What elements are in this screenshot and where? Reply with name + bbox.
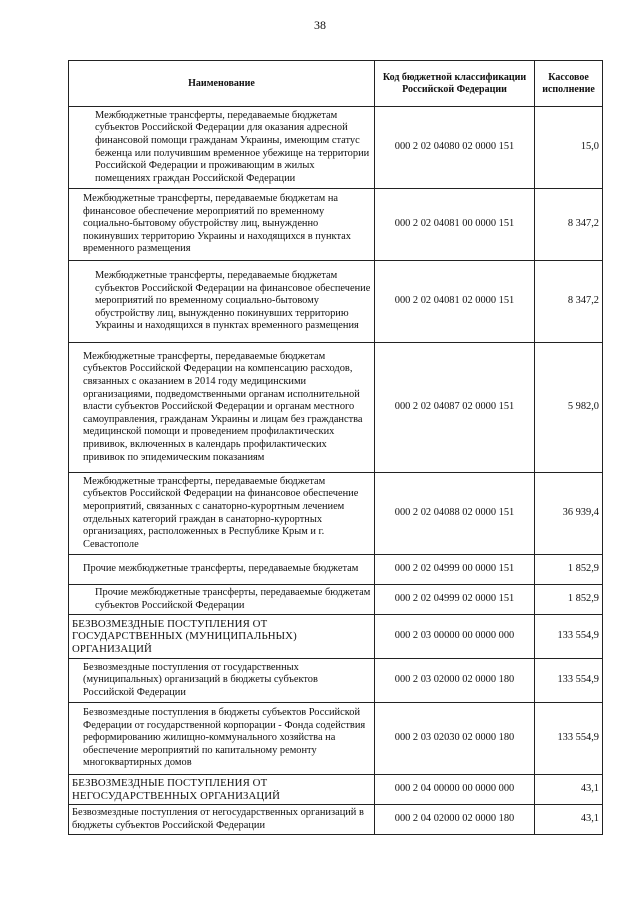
row-code: 000 2 03 02000 02 0000 180 <box>375 659 535 703</box>
table-row <box>69 261 603 343</box>
row-code: 000 2 04 00000 00 0000 000 <box>375 775 535 805</box>
row-name: Прочие межбюджетные трансферты, передаваемые бюджетам субъектов Российской Федерации <box>69 585 375 615</box>
row-code: 000 2 04 02000 02 0000 180 <box>375 805 535 835</box>
header-code: Код бюджетной классификации Российской Федерации <box>375 61 535 107</box>
row-code: 000 2 02 04088 02 0000 151 <box>375 473 535 555</box>
row-amount: 133 554,9 <box>535 659 603 703</box>
row-name: Межбюджетные трансферты, передаваемые бюджетам субъектов Российской Федерации на компенсацию расходов, связанных с оказанием в 2014 году медицинскими организациями, подведомственными органам исполнительной власти субъектов Российской Федерации и органам местного самоуправления, гражданам Украины и лицам без гражданства медицинской помощи и проведением профилактических прививок, включенных в календарь профилактических прививок по эпидемическим показаниям <box>69 343 375 473</box>
table-row <box>69 555 603 585</box>
row-code: 000 2 02 04081 00 0000 151 <box>375 189 535 261</box>
row-name: Прочие межбюджетные трансферты, передаваемые бюджетам <box>69 555 375 585</box>
row-name: Межбюджетные трансферты, передаваемые бюджетам субъектов Российской Федерации для оказания адресной финансовой помощи гражданам Украины, имеющим статус беженца или получившим временное убежище на территории Российской Федерации и проживающим в жилых помещениях граждан Российской Федерации <box>69 107 375 189</box>
row-amount: 43,1 <box>535 805 603 835</box>
row-amount: 5 982,0 <box>535 343 603 473</box>
table-row <box>69 659 603 703</box>
table-row <box>69 805 603 835</box>
row-amount: 8 347,2 <box>535 261 603 343</box>
row-name: Межбюджетные трансферты, передаваемые бюджетам субъектов Российской Федерации на финансовое обеспечение мероприятий, связанных с санаторно-курортным лечением отдельных категорий граждан в санаторно-курортных организациях, расположенных в Республике Крым и г. Севастополе <box>69 473 375 555</box>
header-amount: Кассовое исполнение <box>535 61 603 107</box>
row-amount: 1 852,9 <box>535 585 603 615</box>
row-amount: 43,1 <box>535 775 603 805</box>
row-name: Безвозмездные поступления в бюджеты субъектов Российской Федерации от государственной корпорации - Фонда содействия реформированию жилищно-коммунального хозяйства на обеспечение мероприятий по капитальному ремонту многоквартирных домов <box>69 703 375 775</box>
table-row <box>69 615 603 659</box>
row-name: Безвозмездные поступления от государственных (муниципальных) организаций в бюджеты субъектов Российской Федерации <box>69 659 375 703</box>
table-row <box>69 473 603 555</box>
table-row <box>69 189 603 261</box>
row-code: 000 2 02 04087 02 0000 151 <box>375 343 535 473</box>
row-code: 000 2 03 02030 02 0000 180 <box>375 703 535 775</box>
row-code: 000 2 02 04081 02 0000 151 <box>375 261 535 343</box>
table-row <box>69 343 603 473</box>
row-amount: 15,0 <box>535 107 603 189</box>
row-name: БЕЗВОЗМЕЗДНЫЕ ПОСТУПЛЕНИЯ ОТ НЕГОСУДАРСТВЕННЫХ ОРГАНИЗАЦИЙ <box>69 775 375 805</box>
row-amount: 8 347,2 <box>535 189 603 261</box>
table-row <box>69 107 603 189</box>
header-name: Наименование <box>69 61 375 107</box>
table-row <box>69 585 603 615</box>
row-amount: 1 852,9 <box>535 555 603 585</box>
table-row <box>69 703 603 775</box>
row-name: Безвозмездные поступления от негосударственных организаций в бюджеты субъектов Российской Федерации <box>69 805 375 835</box>
row-name: Межбюджетные трансферты, передаваемые бюджетам субъектов Российской Федерации на финансовое обеспечение мероприятий по временному социально-бытовому обустройству лиц, вынужденно покинувших территорию Украины и находящихся в пунктах временного размещения <box>69 261 375 343</box>
row-amount: 133 554,9 <box>535 703 603 775</box>
budget-execution-table <box>68 60 603 835</box>
row-code: 000 2 02 04080 02 0000 151 <box>375 107 535 189</box>
table-header-row <box>69 61 603 107</box>
page-number: 38 <box>314 18 326 32</box>
row-name: БЕЗВОЗМЕЗДНЫЕ ПОСТУПЛЕНИЯ ОТ ГОСУДАРСТВЕННЫХ (МУНИЦИПАЛЬНЫХ) ОРГАНИЗАЦИЙ <box>69 615 375 659</box>
row-name: Межбюджетные трансферты, передаваемые бюджетам на финансовое обеспечение мероприятий по временному социально-бытовому обустройству лиц, вынужденно покинувших территорию Украины и находящихся в пунктах временного размещения <box>69 189 375 261</box>
row-code: 000 2 03 00000 00 0000 000 <box>375 615 535 659</box>
row-code: 000 2 02 04999 00 0000 151 <box>375 555 535 585</box>
table-row <box>69 775 603 805</box>
row-amount: 133 554,9 <box>535 615 603 659</box>
row-amount: 36 939,4 <box>535 473 603 555</box>
row-code: 000 2 02 04999 02 0000 151 <box>375 585 535 615</box>
